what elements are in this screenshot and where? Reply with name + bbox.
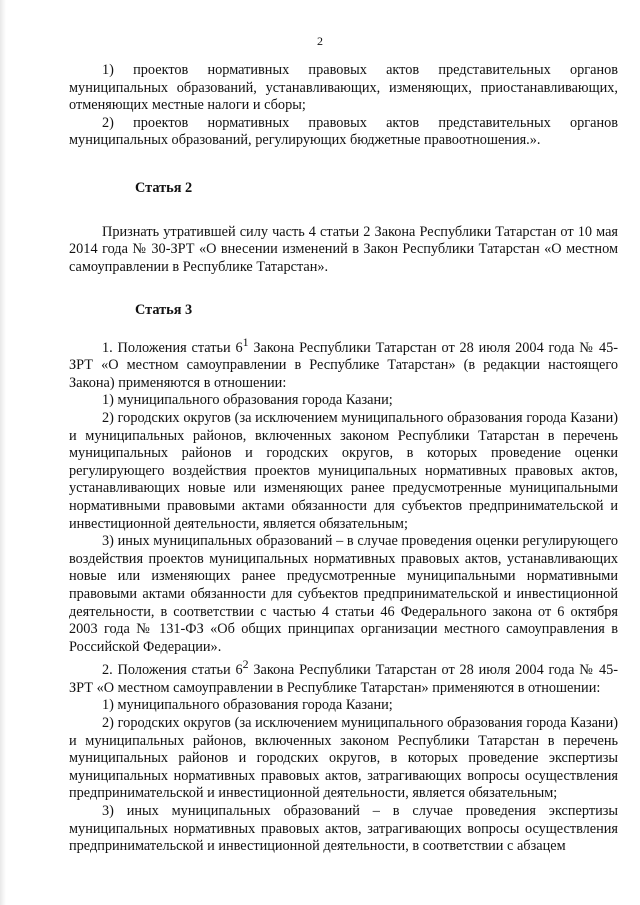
p2-rest: Закона Республики Татарстан от 28 июля 2004 года № 45-ЗРТ «О местном самоуправлении в Республике Татарстан» применяются в отношении: xyxy=(69,662,618,696)
p1-item-2: 2) городских округов (за исключением муниципального образования города Казани) и муниципальных районов, включенных законом Республики Татарстан в перечень муниципальных районов и городских округов, в которых проведение оценки регулирующего воздействия проектов муниципальных нормативных правовых актов, устанавливающих новые или изменяющих ранее предусмотренные муниципальными нормативными правовыми актами обязанности для субъектов предпринимательской и инвестиционной деятельности, является обязательным; xyxy=(69,410,618,532)
p2-item-2: 2) городских округов (за исключением муниципального образования города Казани) и муниципальных районов, включенных законом Республики Татарстан в перечень муниципальных районов и городских округов, в которых проведение экспертизы муниципальных нормативных правовых актов, затрагивающих вопросы осуществления предпринимательской и инвестиционной деятельности, является обязательным; xyxy=(69,714,618,802)
article-3-paragraph-2 xyxy=(69,656,618,697)
page-number: 2 xyxy=(317,34,323,48)
document-body xyxy=(69,62,618,856)
article-2-text: Признать утратившей силу часть 4 статьи 2 Закона Республики Татарстан от 10 мая 2014 года № 30-ЗРТ «О внесении изменений в Закон Республики Татарстан «О местном самоуправлении в Республике Татарстан». xyxy=(69,223,618,275)
p1-item-3: 3) иных муниципальных образований – в случае проведения оценки регулирующего воздействия проектов муниципальных нормативных правовых актов, устанавливающих новые или изменяющих ранее предусмотренные муниципальными нормативными правовыми актами обязанности для субъектов предпринимательской и инвестиционной деятельности, в соответствии с частью 4 статьи 46 Федерального закона от 6 октября 2003 года № 131-ФЗ «Об общих принципах организации местного самоуправления в Российской Федерации». xyxy=(69,533,618,655)
p1-lead: 1. Положения статьи 6 xyxy=(102,339,243,356)
scan-edge xyxy=(0,0,6,905)
p2-item-3: 3) иных муниципальных образований – в случае проведения экспертизы муниципальных нормативных правовых актов, затрагивающих вопросы осуществления предпринимательской и инвестиционной деятельности, в соответствии с абзацем xyxy=(69,802,618,855)
p1-item-1: 1) муниципального образования города Казани; xyxy=(102,392,393,409)
p1-rest: Закона Республики Татарстан от 28 июля 2004 года № 45-ЗРТ «О местном самоуправлении в Республике Татарстан» (в редакции настоящего Закона) применяются в отношении: xyxy=(69,339,618,391)
article-3-heading: Статья 3 xyxy=(135,302,193,319)
article-2-heading: Статья 2 xyxy=(135,179,193,196)
article-3-paragraph-1 xyxy=(69,334,618,393)
list-item-taxes: 1) проектов нормативных правовых актов представительных органов муниципальных образований, устанавливающих, изменяющих, приостанавливающих, отменяющих местные налоги и сборы; xyxy=(69,62,618,114)
p2-superscript: 2 xyxy=(242,657,249,672)
list-item-budget: 2) проектов нормативных правовых актов представительных органов муниципальных образований, регулирующих бюджетные правоотношения.». xyxy=(69,114,618,149)
p2-item-1: 1) муниципального образования города Казани; xyxy=(102,697,393,714)
p1-superscript: 1 xyxy=(242,334,249,349)
p2-lead: 2. Положения статьи 6 xyxy=(102,662,243,679)
